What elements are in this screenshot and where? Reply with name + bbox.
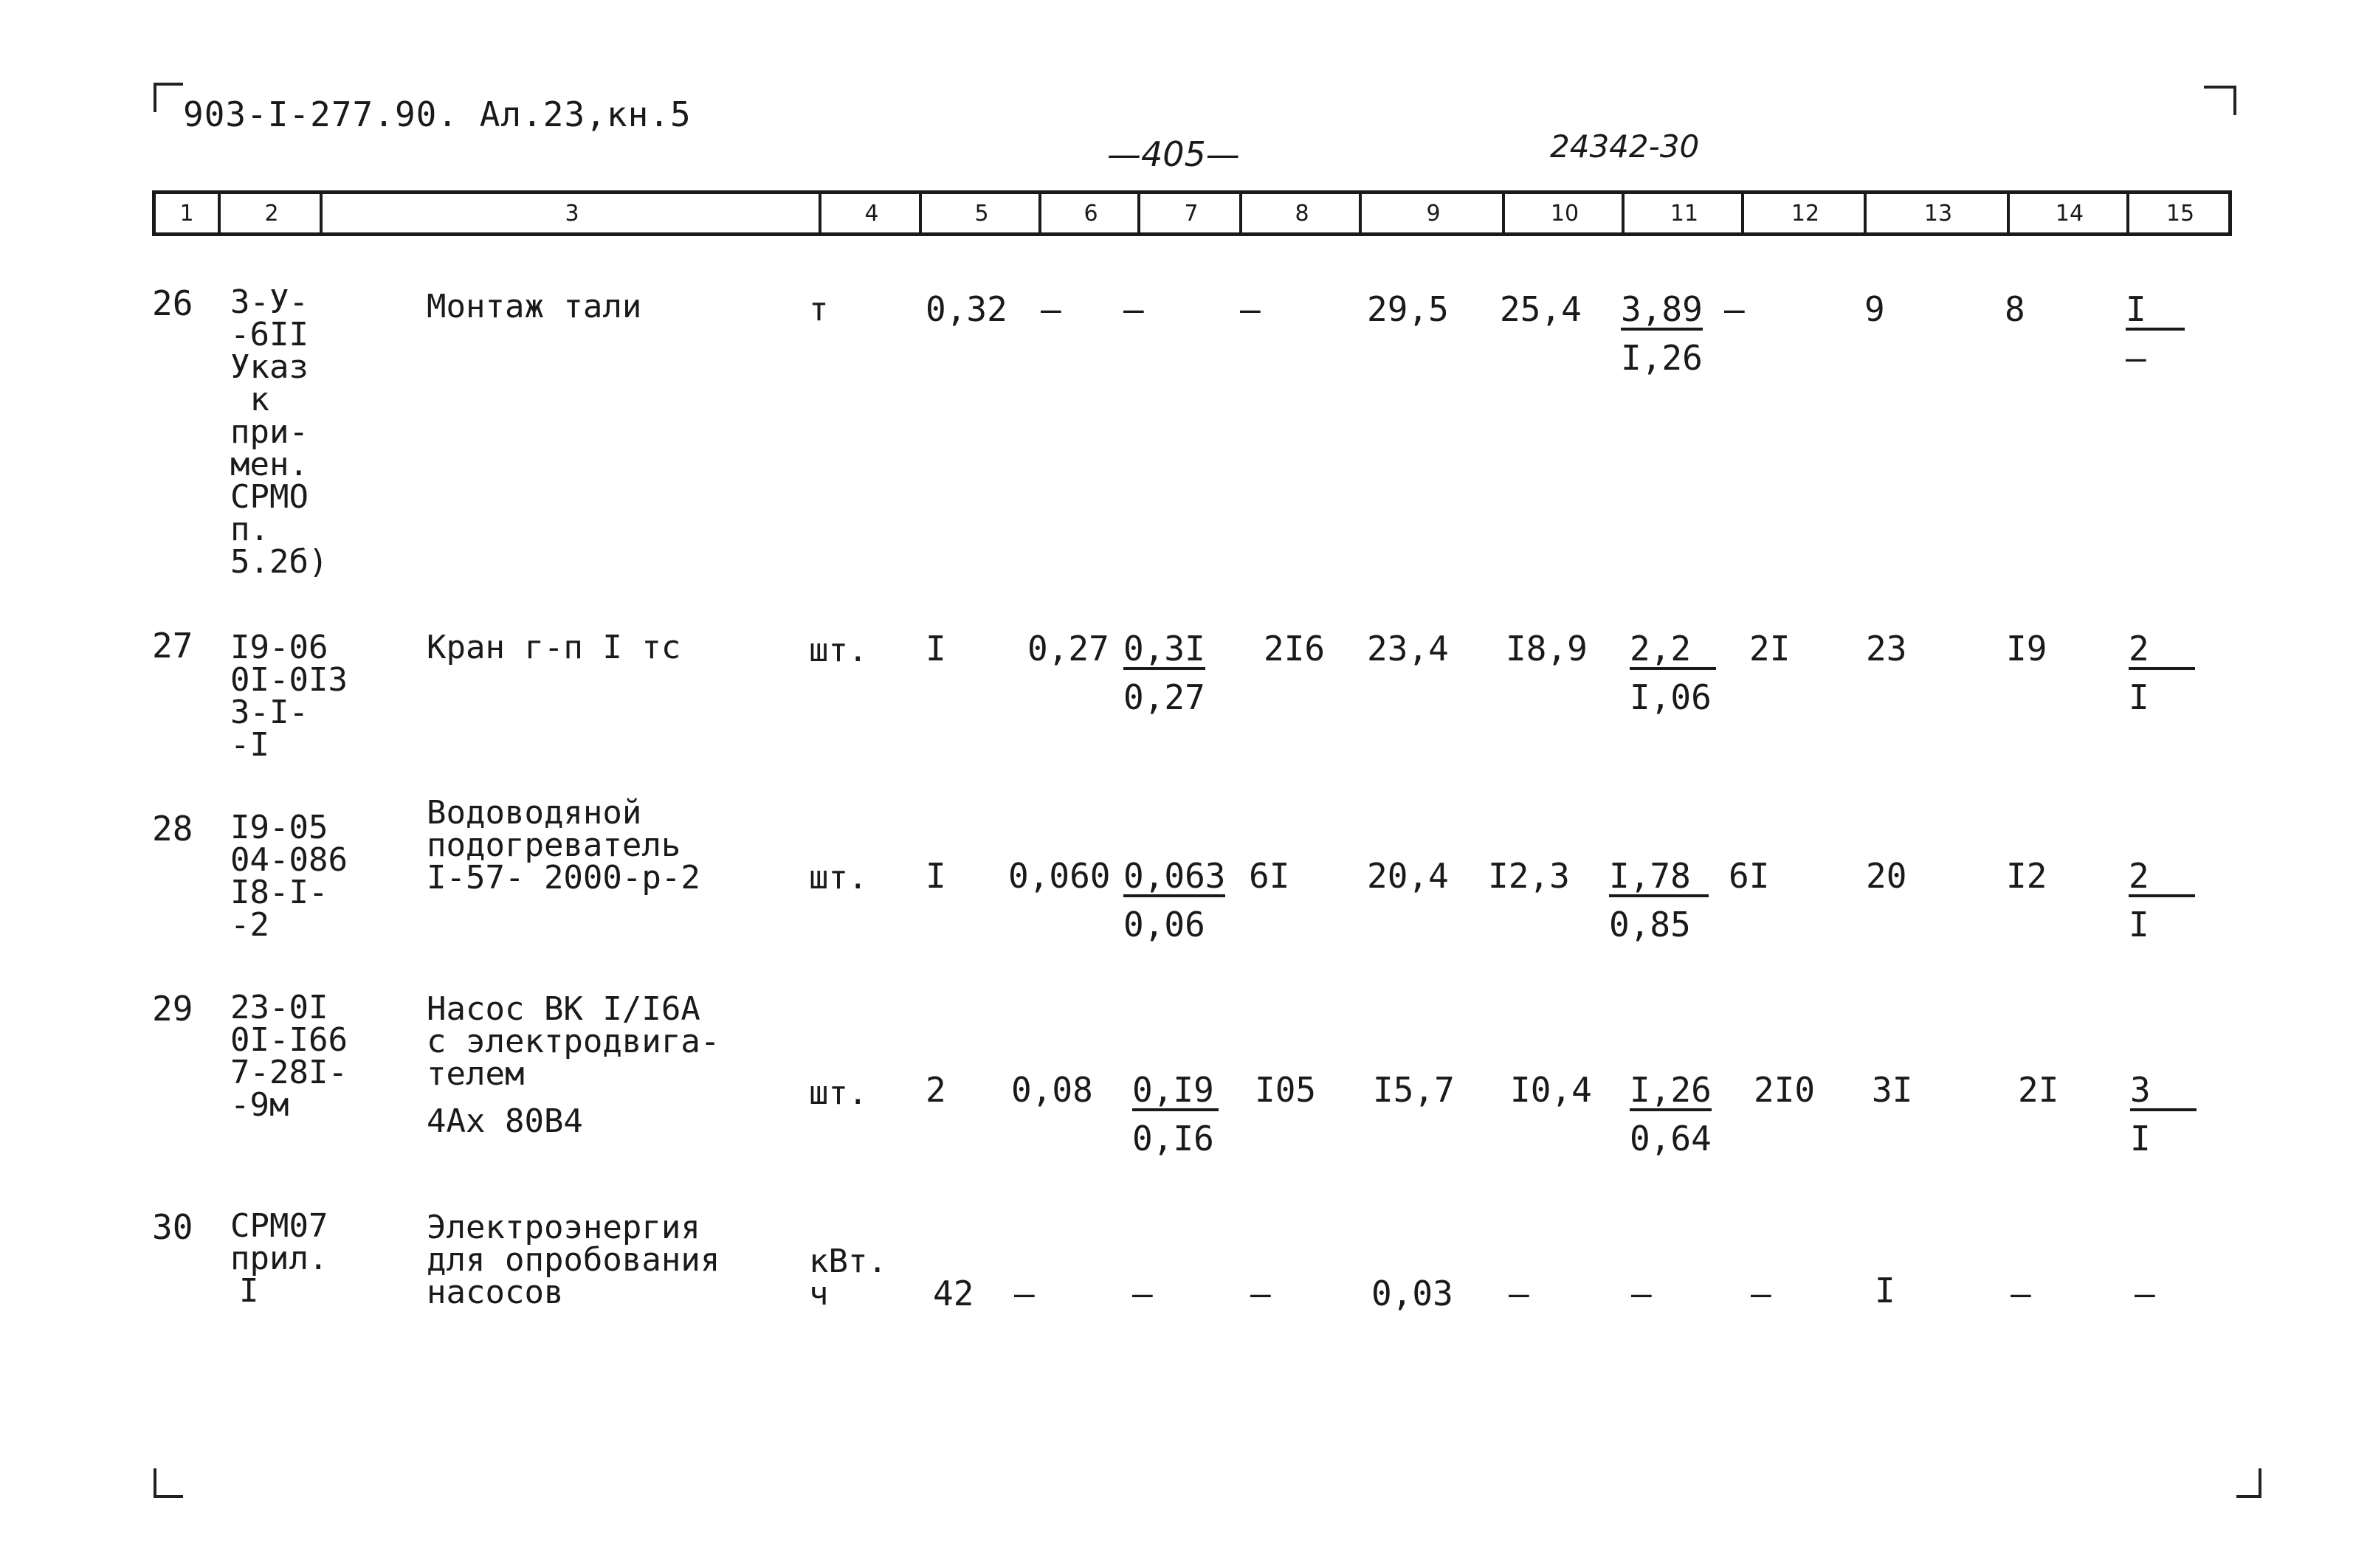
column-header: 12 bbox=[1741, 194, 1867, 232]
column-header: 13 bbox=[1864, 194, 2010, 232]
cell-col13: 9 bbox=[1864, 289, 1885, 329]
cell-col14: – bbox=[2011, 1274, 2031, 1313]
cell-col10: I0,4 bbox=[1510, 1070, 1592, 1110]
column-header: 11 bbox=[1622, 194, 1744, 232]
row-number: 29 bbox=[152, 989, 193, 1029]
fraction-col15: $\frac{2}{I}$ bbox=[2129, 632, 2195, 714]
corner-mark-bottom-left bbox=[154, 1468, 183, 1498]
cell-col12: 2I bbox=[1749, 629, 1791, 669]
sheet-number: 24342-30 bbox=[1550, 128, 1700, 165]
cell-col15: – bbox=[2135, 1274, 2155, 1313]
corner-mark-top-right bbox=[2204, 86, 2236, 115]
cell-col10: I8,9 bbox=[1506, 629, 1588, 669]
cell-col8: I05 bbox=[1255, 1070, 1317, 1110]
cell-col13: I bbox=[1875, 1271, 1895, 1310]
corner-mark-bottom-right bbox=[2236, 1468, 2261, 1498]
column-header: 7 bbox=[1137, 194, 1242, 232]
cell-col14: I9 bbox=[2006, 629, 2047, 669]
cell-col12: – bbox=[1751, 1274, 1771, 1313]
work-name: Кран г-п I тс bbox=[427, 629, 681, 666]
work-name: Электроэнергия для опробования насосов bbox=[427, 1209, 720, 1311]
fraction-col11: $\frac{3,89}{I,26}$ bbox=[1621, 289, 1703, 378]
fraction-col15: I – bbox=[2126, 292, 2185, 375]
cell-col10: – bbox=[1509, 1274, 1529, 1313]
column-header: 8 bbox=[1239, 194, 1362, 232]
row-number: 26 bbox=[152, 283, 193, 323]
unit: т bbox=[809, 291, 829, 328]
page-number: —405— bbox=[1107, 134, 1240, 174]
row-number: 30 bbox=[152, 1207, 193, 1247]
cell-col9: 20,4 bbox=[1367, 856, 1449, 896]
column-header: 1 bbox=[179, 200, 194, 227]
cell-col8: 6I bbox=[1249, 856, 1290, 896]
fraction-col7: $\frac{0,063}{0,06}$ bbox=[1123, 856, 1226, 944]
cell-col12: 6I bbox=[1729, 856, 1770, 896]
column-header: 5 bbox=[919, 194, 1041, 232]
column-header: 2 bbox=[218, 194, 323, 232]
cell-col8: – bbox=[1240, 289, 1261, 329]
cell-col8: 2I6 bbox=[1264, 629, 1326, 669]
unit: шт. bbox=[809, 1074, 868, 1112]
fraction-col11: $\frac{2,2}{I,06}$ bbox=[1630, 632, 1716, 714]
cell-col6: 0,27 bbox=[1027, 629, 1109, 669]
cell-col10: 25,4 bbox=[1500, 289, 1582, 329]
column-header: 15 bbox=[2126, 194, 2231, 232]
column-header: 6 bbox=[1038, 194, 1140, 232]
cell-col6: – bbox=[1041, 289, 1061, 329]
unit: шт. bbox=[809, 632, 868, 669]
fraction-col15: $\frac{3}{I}$ bbox=[2130, 1073, 2197, 1156]
norm-code: СРМ07 прил. I bbox=[230, 1207, 328, 1310]
column-header-row bbox=[152, 190, 2232, 236]
cell-col7: – bbox=[1132, 1274, 1153, 1313]
cell-col6: 0,08 bbox=[1011, 1070, 1093, 1110]
norm-code: I9-05 04-086 I8-I- -2 bbox=[230, 809, 348, 944]
cell-col7: – bbox=[1123, 289, 1144, 329]
cell-col14: 2I bbox=[2018, 1070, 2059, 1110]
work-name: Монтаж тали bbox=[427, 288, 642, 325]
quantity: I bbox=[926, 856, 946, 896]
column-header: 10 bbox=[1502, 194, 1625, 232]
quantity: 0,32 bbox=[926, 289, 1007, 329]
work-name: Насос ВК I/I6А с электродвига- телем 4Ах 80В4 bbox=[427, 990, 720, 1140]
fraction-col7: $\frac{0,I9}{0,I6}$ bbox=[1132, 1073, 1219, 1156]
row-number: 28 bbox=[152, 809, 193, 849]
corner-mark-top-left bbox=[154, 83, 183, 112]
row-number: 27 bbox=[152, 626, 193, 666]
cell-col13: 3I bbox=[1872, 1070, 1913, 1110]
cell-col14: 8 bbox=[2005, 289, 2025, 329]
unit: шт. bbox=[809, 859, 868, 897]
cell-col14: I2 bbox=[2006, 856, 2047, 896]
cell-col6: 0,060 bbox=[1008, 856, 1111, 896]
cell-col12: – bbox=[1724, 289, 1745, 329]
cell-col6: – bbox=[1014, 1274, 1035, 1313]
norm-code: I9-06 0I-0I3 3-I- -I bbox=[230, 629, 348, 764]
fraction-col7: $\frac{0,3I}{0,27}$ bbox=[1123, 629, 1205, 717]
quantity: 2 bbox=[926, 1070, 946, 1110]
cell-col10: I2,3 bbox=[1488, 856, 1570, 896]
quantity: I bbox=[926, 629, 946, 669]
norm-code: 3-У- -6II Указ к при- мен. СРМО п. 5.2б) bbox=[230, 283, 328, 581]
column-header: 3 bbox=[320, 194, 821, 232]
fraction-col11: $\frac{I,78}{0,85}$ bbox=[1609, 859, 1709, 942]
column-header: 9 bbox=[1359, 194, 1505, 232]
fraction-col15: $\frac{2}{I}$ bbox=[2129, 859, 2195, 942]
work-name: Водоводяной подогреватель I-57- 2000-р-2 bbox=[427, 794, 700, 897]
cell-col9: 29,5 bbox=[1367, 289, 1449, 329]
cell-col11: – bbox=[1631, 1274, 1652, 1313]
cell-col9: I5,7 bbox=[1373, 1070, 1455, 1110]
cell-col8: – bbox=[1250, 1274, 1271, 1313]
quantity: 42 bbox=[933, 1274, 974, 1313]
cell-col12: 2I0 bbox=[1754, 1070, 1816, 1110]
cell-col13: 20 bbox=[1866, 856, 1907, 896]
cell-col13: 23 bbox=[1866, 629, 1907, 669]
cell-col9: 23,4 bbox=[1367, 629, 1449, 669]
column-header: 4 bbox=[819, 194, 922, 232]
unit: кВт. ч bbox=[809, 1243, 887, 1313]
norm-code: 23-0I 0I-I66 7-28I- -9м bbox=[230, 989, 348, 1124]
cell-col9: 0,03 bbox=[1371, 1274, 1453, 1313]
column-header: 14 bbox=[2007, 194, 2129, 232]
document-code: 903-I-277.90. Ал.23,кн.5 bbox=[183, 94, 692, 134]
fraction-col11: $\frac{I,26}{0,64}$ bbox=[1630, 1070, 1712, 1158]
